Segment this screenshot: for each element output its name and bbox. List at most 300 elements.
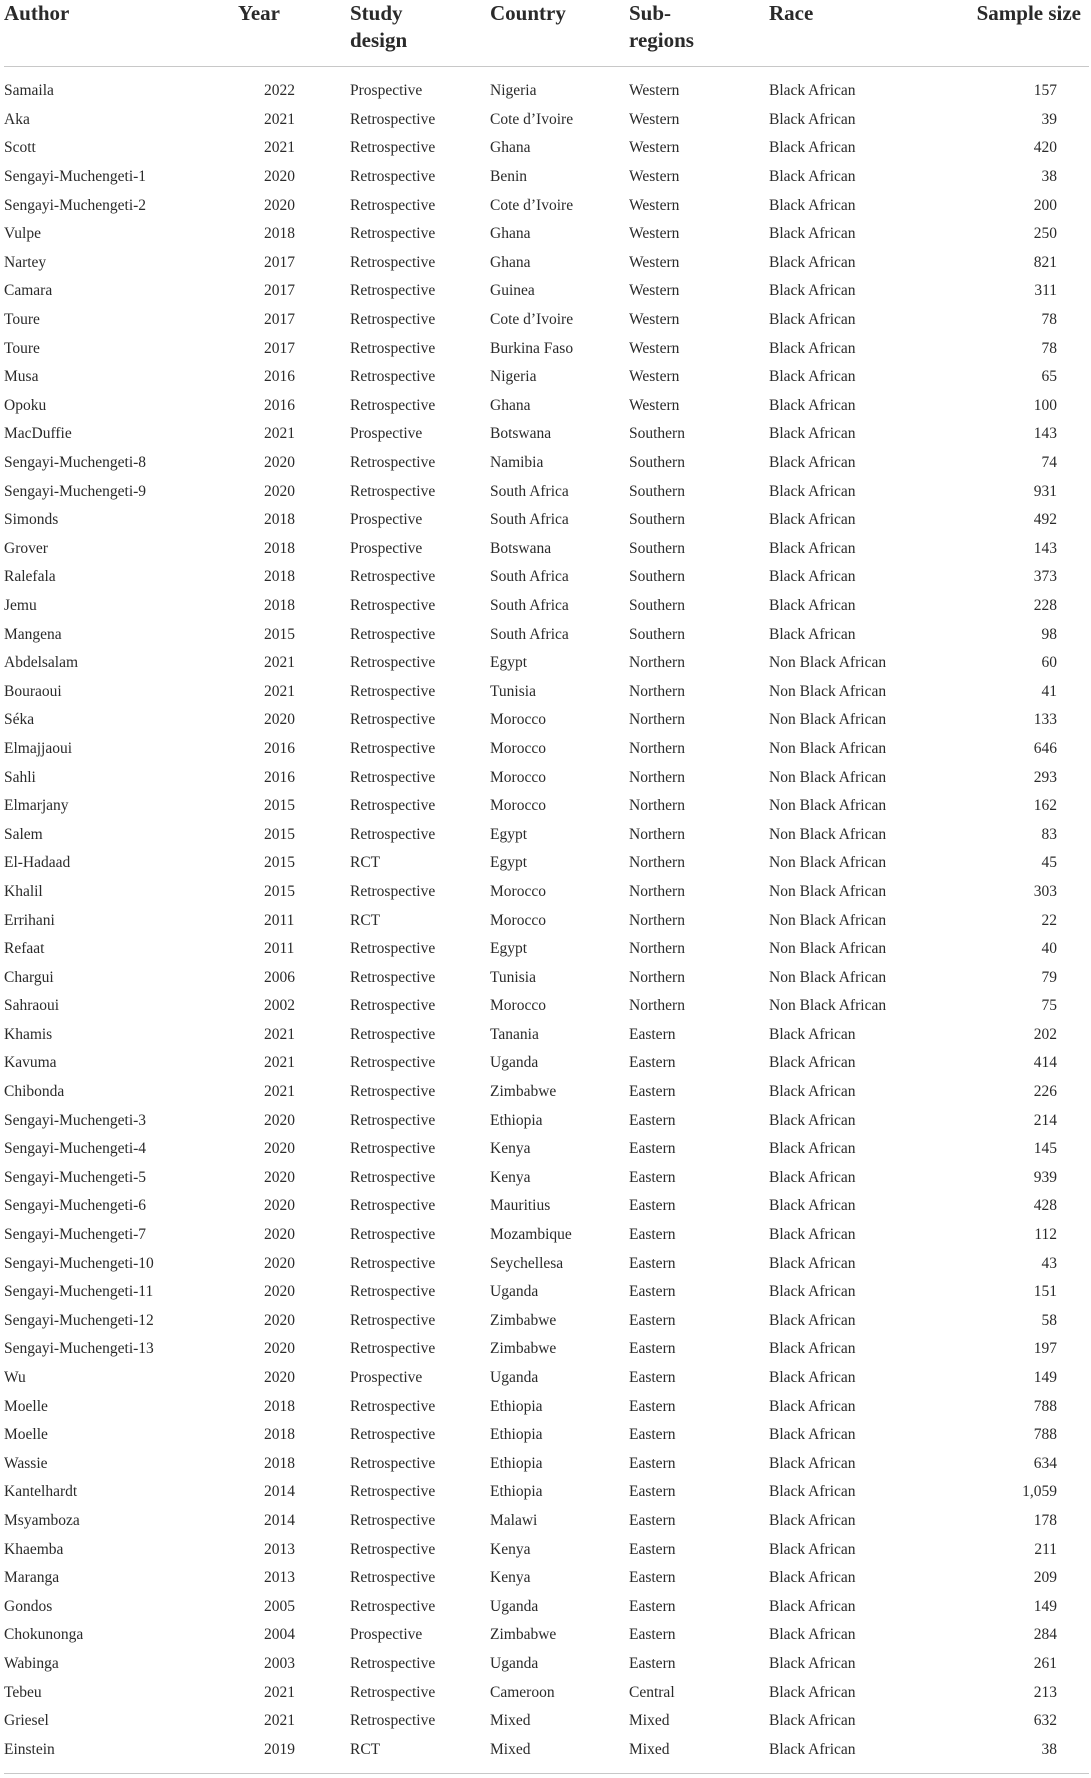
table-row [4,535,1089,564]
study-design-cell: Retrospective [350,253,436,271]
year-cell: 2020 [264,168,295,186]
subregion-cell: Eastern [629,1369,676,1387]
header-subregions: Sub- regions [629,0,769,67]
sample-size-cell: 261 [1033,1654,1057,1672]
table-row [4,249,1089,278]
table-row [4,735,1089,764]
year-cell: 2002 [264,997,295,1015]
country-cell: Tunisia [490,968,536,986]
author-cell: Sengayi-Muchengeti-9 [4,482,147,500]
race-cell: Black African [769,1283,856,1301]
subregion-cell: Eastern [629,1340,676,1358]
table-row [4,1564,1089,1593]
sample-size-cell: 78 [1041,311,1057,329]
race-cell: Non Black African [769,682,887,700]
table-row [4,1707,1089,1736]
subregion-cell: Northern [629,682,685,700]
table-row [4,963,1089,992]
table-row [4,1049,1089,1078]
sample-size-cell: 214 [1033,1111,1057,1129]
year-cell: 2018 [264,1397,295,1415]
country-cell: Ethiopia [490,1397,543,1415]
year-cell: 2021 [264,1025,295,1043]
subregion-cell: Western [629,82,680,100]
author-cell: Vulpe [4,225,41,243]
study-design-cell: Retrospective [350,625,436,643]
table-row [4,677,1089,706]
author-cell: Griesel [4,1712,49,1730]
race-cell: Black African [769,1340,856,1358]
subregion-cell: Eastern [629,1054,676,1072]
study-design-cell: Retrospective [350,1397,436,1415]
author-cell: Chargui [4,968,54,986]
subregion-cell: Eastern [629,1654,676,1672]
year-cell: 2004 [264,1626,295,1644]
race-cell: Black African [769,1226,856,1244]
table-row [4,1678,1089,1707]
sample-size-cell: 38 [1041,168,1057,186]
sample-size-cell: 428 [1033,1197,1057,1215]
table-row [4,220,1089,249]
author-cell: Gondos [4,1597,53,1615]
sample-size-cell: 303 [1033,882,1057,900]
author-cell: Sengayi-Muchengeti-3 [4,1111,147,1129]
author-cell: Chibonda [4,1083,65,1101]
sample-size-cell: 75 [1041,997,1057,1015]
year-cell: 2017 [264,311,295,329]
year-cell: 2015 [264,882,295,900]
study-design-cell: Retrospective [350,196,436,214]
year-cell: 2021 [264,139,295,157]
table-row [4,992,1089,1021]
subregion-cell: Eastern [629,1283,676,1301]
study-design-cell: Retrospective [350,968,436,986]
author-cell: Wu [4,1369,26,1387]
study-design-cell: Prospective [350,82,423,100]
subregion-cell: Eastern [629,1597,676,1615]
year-cell: 2020 [264,1283,295,1301]
year-cell: 2018 [264,1454,295,1472]
country-cell: Guinea [490,282,535,300]
sample-size-cell: 293 [1033,768,1057,786]
author-cell: Simonds [4,511,59,529]
race-cell: Black African [769,1540,856,1558]
year-cell: 2018 [264,225,295,243]
year-cell: 2018 [264,1426,295,1444]
subregion-cell: Northern [629,654,685,672]
sample-size-cell: 939 [1033,1168,1057,1186]
table-row [4,449,1089,478]
author-cell: Camara [4,282,53,300]
sample-size-cell: 60 [1041,654,1057,672]
header-country: Country [490,0,629,67]
year-cell: 2020 [264,482,295,500]
subregion-cell: Western [629,139,680,157]
subregion-cell: Eastern [629,1140,676,1158]
author-cell: Kantelhardt [4,1483,78,1501]
country-cell: Kenya [490,1540,531,1558]
author-cell: Sahli [4,768,36,786]
country-cell: Cote d’Ivoire [490,110,574,128]
year-cell: 2020 [264,196,295,214]
year-cell: 2021 [264,1712,295,1730]
sample-size-cell: 226 [1033,1083,1057,1101]
subregion-cell: Western [629,339,680,357]
race-cell: Black African [769,339,856,357]
race-cell: Non Black African [769,711,887,729]
race-cell: Black African [769,1168,856,1186]
sample-size-cell: 821 [1033,253,1057,271]
race-cell: Non Black African [769,797,887,815]
year-cell: 2020 [264,1197,295,1215]
author-cell: Maranga [4,1569,60,1587]
sample-size-cell: 250 [1033,225,1057,243]
country-cell: Uganda [490,1054,539,1072]
subregion-cell: Western [629,368,680,386]
author-cell: Scott [4,139,36,157]
race-cell: Black African [769,1712,856,1730]
race-cell: Black African [769,1397,856,1415]
race-cell: Non Black African [769,882,887,900]
race-cell: Black African [769,1483,856,1501]
subregion-cell: Northern [629,739,685,757]
author-cell: Sengayi-Muchengeti-4 [4,1140,147,1158]
table-row [4,1106,1089,1135]
author-cell: Chokunonga [4,1626,84,1644]
header-sample-size: Sample size [939,0,1089,67]
race-cell: Black African [769,253,856,271]
subregion-cell: Eastern [629,1254,676,1272]
race-cell: Black African [769,110,856,128]
race-cell: Black African [769,511,856,529]
country-cell: Ghana [490,253,531,271]
study-design-cell: Retrospective [350,940,436,958]
table-bottom-rule [4,1773,1089,1774]
table-row [4,334,1089,363]
study-design-cell: Retrospective [350,997,436,1015]
sample-size-cell: 788 [1033,1397,1057,1415]
study-design-cell: Retrospective [350,1712,436,1730]
country-cell: Ghana [490,225,531,243]
subregion-cell: Eastern [629,1025,676,1043]
study-design-cell: Retrospective [350,1683,436,1701]
year-cell: 2016 [264,396,295,414]
year-cell: 2005 [264,1597,295,1615]
country-cell: Egypt [490,654,528,672]
table-row [4,1650,1089,1679]
table-row [4,1278,1089,1307]
sample-size-cell: 788 [1033,1426,1057,1444]
sample-size-cell: 414 [1033,1054,1057,1072]
subregion-cell: Southern [629,568,685,586]
country-cell: Egypt [490,854,528,872]
table-row [4,392,1089,421]
author-cell: Errihani [4,911,55,929]
study-design-cell: Retrospective [350,1311,436,1329]
subregion-cell: Eastern [629,1397,676,1415]
sample-size-cell: 41 [1041,682,1057,700]
year-cell: 2021 [264,1083,295,1101]
sample-size-cell: 1,059 [1022,1483,1057,1501]
country-cell: Tunisia [490,682,536,700]
race-cell: Black African [769,1654,856,1672]
race-cell: Black African [769,454,856,472]
subregion-cell: Central [629,1683,675,1701]
sample-size-cell: 646 [1033,739,1057,757]
study-design-cell: Retrospective [350,1111,436,1129]
table-row [4,792,1089,821]
sample-size-cell: 22 [1041,911,1057,929]
author-cell: Sengayi-Muchengeti-12 [4,1311,154,1329]
subregion-cell: Western [629,110,680,128]
study-design-cell: Retrospective [350,882,436,900]
author-cell: Msyamboza [4,1511,80,1529]
study-design-cell: Retrospective [350,482,436,500]
country-cell: Cameroon [490,1683,555,1701]
author-cell: Opoku [4,396,47,414]
study-design-cell: Retrospective [350,568,436,586]
author-cell: Elmarjany [4,797,69,815]
year-cell: 2020 [264,1340,295,1358]
sample-size-cell: 40 [1041,940,1057,958]
subregion-cell: Western [629,196,680,214]
country-cell: Kenya [490,1168,531,1186]
subregion-cell: Southern [629,596,685,614]
sample-size-cell: 311 [1034,282,1057,300]
table-row [4,1621,1089,1650]
study-design-cell: Retrospective [350,739,436,757]
study-design-cell: Prospective [350,425,423,443]
table-body [4,67,1089,1765]
table-row [4,763,1089,792]
subregion-cell: Eastern [629,1540,676,1558]
table-row [4,420,1089,449]
country-cell: Kenya [490,1140,531,1158]
country-cell: South Africa [490,482,569,500]
year-cell: 2011 [264,940,295,958]
year-cell: 2015 [264,825,295,843]
author-cell: Khaemba [4,1540,64,1558]
year-cell: 2021 [264,682,295,700]
year-cell: 2021 [264,1683,295,1701]
sample-size-cell: 178 [1033,1511,1057,1529]
author-cell: Abdelsalam [4,654,79,672]
year-cell: 2018 [264,568,295,586]
country-cell: Egypt [490,940,528,958]
subregion-cell: Southern [629,454,685,472]
table-row [4,620,1089,649]
race-cell: Black African [769,1111,856,1129]
sample-size-cell: 492 [1033,511,1057,529]
study-design-cell: Retrospective [350,1654,436,1672]
year-cell: 2015 [264,625,295,643]
studies-table [4,0,1089,1764]
race-cell: Non Black African [769,968,887,986]
table-row [4,163,1089,192]
table-row [4,106,1089,135]
study-design-cell: Retrospective [350,1054,436,1072]
country-cell: Tanania [490,1025,539,1043]
year-cell: 2015 [264,797,295,815]
race-cell: Black African [769,196,856,214]
study-design-cell: Retrospective [350,1540,436,1558]
author-cell: Salem [4,825,43,843]
race-cell: Black African [769,482,856,500]
table-row [4,134,1089,163]
table-row [4,1335,1089,1364]
country-cell: Kenya [490,1569,531,1587]
table-row [4,1392,1089,1421]
sample-size-cell: 209 [1033,1569,1057,1587]
sample-size-cell: 112 [1034,1226,1057,1244]
year-cell: 2020 [264,1254,295,1272]
table-row [4,1421,1089,1450]
study-design-cell: Retrospective [350,1569,436,1587]
race-cell: Non Black African [769,654,887,672]
study-design-cell: Prospective [350,1369,423,1387]
subregion-cell: Western [629,225,680,243]
table-row [4,649,1089,678]
study-design-cell: Retrospective [350,654,436,672]
country-cell: Morocco [490,768,546,786]
study-design-cell: Prospective [350,539,423,557]
year-cell: 2015 [264,854,295,872]
race-cell: Black African [769,1683,856,1701]
sample-size-cell: 373 [1033,568,1057,586]
table-row [4,1478,1089,1507]
subregion-cell: Eastern [629,1569,676,1587]
subregion-cell: Eastern [629,1483,676,1501]
table-row [4,1078,1089,1107]
study-design-cell: Retrospective [350,596,436,614]
table-row [4,1450,1089,1479]
year-cell: 2017 [264,282,295,300]
subregion-cell: Western [629,311,680,329]
table-row [4,1507,1089,1536]
year-cell: 2021 [264,654,295,672]
year-cell: 2016 [264,768,295,786]
country-cell: Morocco [490,882,546,900]
sample-size-cell: 143 [1033,539,1057,557]
race-cell: Black African [769,1083,856,1101]
study-design-cell: Retrospective [350,1426,436,1444]
race-cell: Black African [769,539,856,557]
year-cell: 2011 [264,911,295,929]
country-cell: South Africa [490,511,569,529]
sample-size-cell: 145 [1033,1140,1057,1158]
subregion-cell: Southern [629,425,685,443]
study-design-cell: Retrospective [350,1168,436,1186]
country-cell: Zimbabwe [490,1626,557,1644]
country-cell: Cote d’Ivoire [490,311,574,329]
sample-size-cell: 634 [1033,1454,1057,1472]
sample-size-cell: 420 [1033,139,1057,157]
sample-size-cell: 83 [1041,825,1057,843]
study-design-cell: Retrospective [350,168,436,186]
study-design-cell: Retrospective [350,1083,436,1101]
race-cell: Non Black African [769,997,887,1015]
country-cell: Morocco [490,711,546,729]
sample-size-cell: 157 [1033,82,1057,100]
table-row [4,592,1089,621]
author-cell: Khalil [4,882,43,900]
study-design-cell: Retrospective [350,1511,436,1529]
sample-size-cell: 58 [1041,1311,1057,1329]
author-cell: Kavuma [4,1054,57,1072]
author-cell: Sengayi-Muchengeti-8 [4,454,147,472]
header-study-design: Study design [350,0,490,67]
subregion-cell: Western [629,282,680,300]
sample-size-cell: 98 [1041,625,1057,643]
sample-size-cell: 284 [1033,1626,1057,1644]
country-cell: Botswana [490,539,552,557]
year-cell: 2020 [264,711,295,729]
country-cell: Nigeria [490,368,537,386]
country-cell: Namibia [490,454,544,472]
year-cell: 2022 [264,82,295,100]
author-cell: Ralefala [4,568,56,586]
race-cell: Black African [769,1569,856,1587]
study-design-cell: Retrospective [350,368,436,386]
year-cell: 2020 [264,1369,295,1387]
table-row [4,878,1089,907]
country-cell: Morocco [490,739,546,757]
subregion-cell: Northern [629,940,685,958]
subregion-cell: Eastern [629,1426,676,1444]
author-cell: Bouraoui [4,682,62,700]
study-design-cell: Retrospective [350,1254,436,1272]
subregion-cell: Mixed [629,1712,670,1730]
country-cell: Malawi [490,1511,538,1529]
sample-size-cell: 211 [1034,1540,1057,1558]
country-cell: Mauritius [490,1197,551,1215]
sample-size-cell: 100 [1033,396,1057,414]
country-cell: Mixed [490,1712,531,1730]
table-row [4,477,1089,506]
country-cell: Uganda [490,1597,539,1615]
study-design-cell: Prospective [350,1626,423,1644]
subregion-cell: Northern [629,825,685,843]
sample-size-cell: 65 [1041,368,1057,386]
subregion-cell: Western [629,253,680,271]
table-row [4,306,1089,335]
race-cell: Black African [769,368,856,386]
subregion-cell: Eastern [629,1226,676,1244]
subregion-cell: Eastern [629,1511,676,1529]
country-cell: South Africa [490,596,569,614]
subregion-cell: Northern [629,711,685,729]
year-cell: 2003 [264,1654,295,1672]
table-row [4,1192,1089,1221]
sample-size-cell: 151 [1033,1283,1057,1301]
country-cell: Burkina Faso [490,339,574,357]
table-row [4,1164,1089,1193]
study-design-cell: Retrospective [350,1140,436,1158]
author-cell: El-Hadaad [4,854,71,872]
author-cell: Khamis [4,1025,53,1043]
subregion-cell: Southern [629,625,685,643]
race-cell: Black African [769,168,856,186]
author-cell: Sengayi-Muchengeti-7 [4,1226,147,1244]
author-cell: Tebeu [4,1683,42,1701]
country-cell: Nigeria [490,82,537,100]
study-design-cell: RCT [350,854,381,872]
table-row [4,1364,1089,1393]
study-design-cell: RCT [350,1740,381,1758]
subregion-cell: Southern [629,482,685,500]
year-cell: 2021 [264,110,295,128]
race-cell: Black African [769,311,856,329]
